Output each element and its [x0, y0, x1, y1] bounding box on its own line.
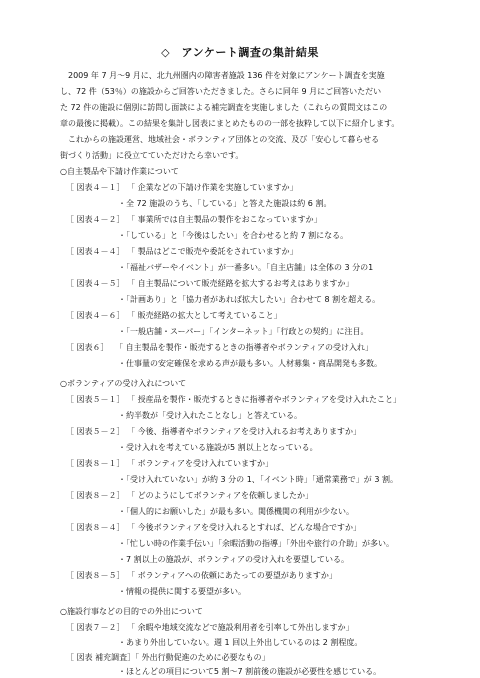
- section-heading-volunteers: ○ボランティアの受け入れについて: [60, 379, 187, 388]
- question-item: ［ 図表４－５］ 「 自主製品について販売経路を拡大するお考えはありますか」: [66, 279, 354, 288]
- answer-item: ・ほとんどの項目について5 割～7 割前後の施設が必要性を感じている。: [118, 667, 382, 676]
- intro-line: これからの施設運営、地域社会・ボランティア団体との交流、及び「安心して暮らせる: [60, 135, 380, 144]
- question-item: ［ 図表４－４］ 「 製品はどこで販売や委託をされていますか」: [66, 247, 298, 256]
- section-heading-products: ○自主製品や下請け作業について: [60, 167, 179, 176]
- intro-line: 街づくり活動」に役立てていただけたら幸いです。: [60, 151, 244, 160]
- answer-item: ・受け入れを考えている施設が5 割以上となっている。: [118, 443, 318, 452]
- answer-item: ・「受け入れていない」が約 3 分の 1、「イベント時」「通常業務で」が 3 割。: [118, 475, 398, 484]
- intro-paragraph: [60, 68, 450, 164]
- page-title: ◇ アンケート調査の集計結果: [161, 46, 319, 59]
- answer-item: ・「福祉バザーやイベント」が一番多い。「自主店舗」は全体の 3 分の1: [118, 263, 374, 272]
- answer-item: ・7 割以上の施設が、ボランティアの受け入れを要望している。: [118, 555, 349, 564]
- question-item: ［ 図表６］ 「 自主製品を製作・販売するときの指導者やボランティアの受け入れ」: [66, 343, 373, 352]
- intro-line: 章の最後に掲載）。この結果を集計し図表にまとめたものの一部を抜粋して以下に紹介します。: [60, 119, 400, 128]
- intro-line: 2009 年 7 月～9 月に、北九州圏内の障害者施設 136 件を対象にアンケート調査を実施: [60, 71, 385, 80]
- answer-item: ・情報の提供に関する要望が多い。: [118, 587, 246, 596]
- answer-item: ・「計画あり」と「協力者があれば拡大したい」合わせて 8 割を超える。: [118, 295, 381, 304]
- question-item: ［ 図表４－２］ 「 事業所では自主製品の製作をおこなっていますか」: [66, 215, 322, 224]
- question-item: ［ 図表８－２］ 「 どのようにしてボランティアを依頼しましたか」: [66, 491, 313, 500]
- answer-item: ・「個人的にお願いした」が最も多い。関係機関の利用が少ない。: [118, 507, 354, 516]
- answer-item: ・仕事量の安定確保を求める声が最も多い。人材募集・商品開発も多数。: [118, 359, 382, 368]
- answer-item: ・「一般店舗・スーパー」「インターネット」「行政との契約」に注目。: [118, 327, 369, 336]
- answer-item: ・あまり外出していない。週 1 回以上外出しているのは 2 割程度。: [118, 638, 363, 647]
- answer-item: ・「忙しい時の作業手伝い」「余暇活動の指導」「外出や旅行の介助」が多い。: [118, 539, 394, 548]
- question-item: ［ 図表８－１］ 「 ボランティアを受け入れていますか」: [66, 459, 273, 468]
- question-item: ［ 図表７－２］ 「 余暇や地域交流などで施設利用者を引率して外出しますか」: [66, 623, 354, 632]
- question-item: ［ 図表８－５］ 「 ボランティアへの依頼にあたっての要望がありますか」: [66, 571, 337, 580]
- question-item: ［ 図表５－１］ 「 授産品を製作・販売するときに指導者やボランティアを受け入れたこと」: [66, 395, 401, 404]
- question-item: ［ 図表 補充調査］「 外出行動促進のために必要なもの」: [66, 653, 270, 662]
- section-heading-outings: ○施設行事などの目的での外出について: [60, 607, 203, 616]
- intro-line: し、72 件（53％）の施設からご回答いただきました。さらに同年 9 月にご回答いただい: [60, 87, 382, 96]
- intro-line: た 72 件の施設に個別に訪問し面談による補完調査を実施しました（これらの質問文はこの: [60, 103, 388, 112]
- answer-item: ・全 72 施設のうち、「している」と答えた施設は約 6 割。: [118, 199, 332, 208]
- answer-item: ・約半数が「受け入れたことなし」と答えている。: [118, 411, 302, 420]
- answer-item: ・「している」と「今後はしたい」を合わせると約 7 割になる。: [118, 231, 349, 240]
- question-item: ［ 図表４－６］ 「 販売経路の拡大として考えていること」: [66, 311, 282, 320]
- question-item: ［ 図表８－４］ 「 今後ボランティアを受け入れるとすれば、どんな場合ですか」: [66, 523, 361, 532]
- question-item: ［ 図表５－２］ 「 今後、指導者やボランティアを受け入れるお考えありますか」: [66, 427, 361, 436]
- question-item: ［ 図表４－１］ 「 企業などの下請け作業を実施していますか」: [66, 183, 298, 192]
